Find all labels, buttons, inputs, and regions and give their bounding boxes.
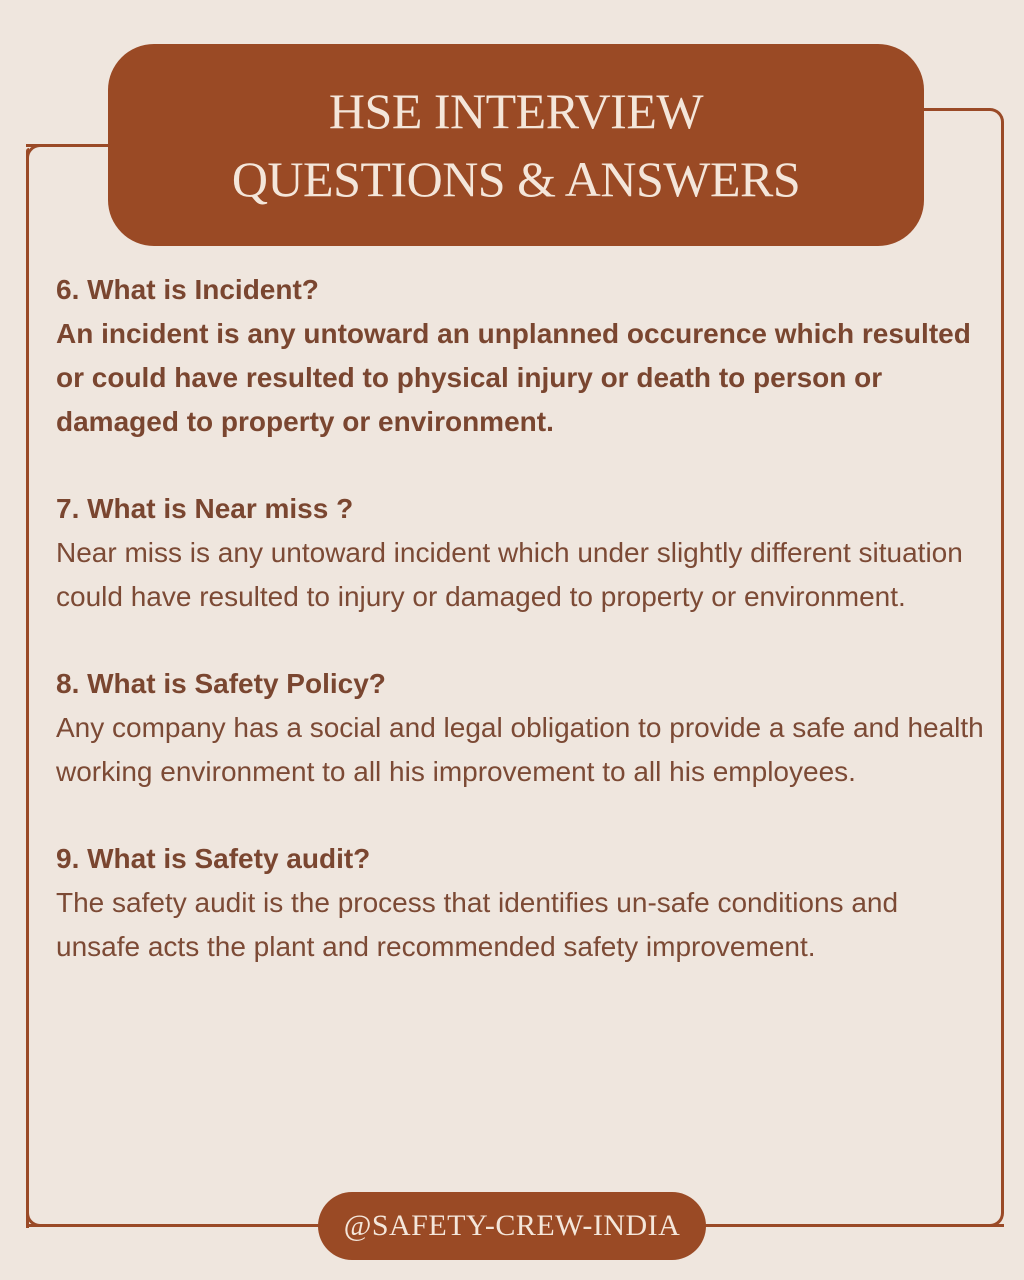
- qa-item: [56, 837, 986, 969]
- frame-corner-top-right: [982, 108, 1004, 130]
- social-handle-badge[interactable]: [318, 1192, 706, 1260]
- qa-item: [56, 487, 986, 619]
- question-8: 8. What is Safety Policy?: [56, 668, 386, 699]
- title-line-1: HSE INTERVIEW: [328, 83, 704, 139]
- frame-right-border: [1001, 126, 1004, 1206]
- qa-content: [56, 268, 986, 1012]
- social-handle-text: @SAFETY-CREW-INDIA: [343, 1209, 681, 1242]
- question-9: 9. What is Safety audit?: [56, 843, 371, 874]
- frame-top-right-border: [920, 108, 986, 111]
- title-banner: [108, 44, 924, 246]
- frame-left-border: [26, 148, 29, 1228]
- answer-8: Any company has a social and legal obligation to provide a safe and health working environment to all his improvement to all his employees.: [56, 712, 984, 787]
- answer-7: Near miss is any untoward incident which under slightly different situation could have resulted to injury or damaged to property or environment.: [56, 537, 963, 612]
- answer-9: The safety audit is the process that identifies un-safe conditions and unsafe acts the plant and recommended safety improvement.: [56, 887, 899, 962]
- qa-item: [56, 268, 986, 444]
- answer-6: An incident is any untoward an unplanned occurence which resulted or could have resulted to physical injury or death to person or damaged to property or environment.: [56, 318, 971, 437]
- question-7: 7. What is Near miss ?: [56, 493, 354, 524]
- qa-item: [56, 662, 986, 794]
- frame-corner-top-left: [26, 144, 50, 168]
- title-line-2: QUESTIONS & ANSWERS: [231, 151, 801, 207]
- question-6: 6. What is Incident?: [56, 274, 319, 305]
